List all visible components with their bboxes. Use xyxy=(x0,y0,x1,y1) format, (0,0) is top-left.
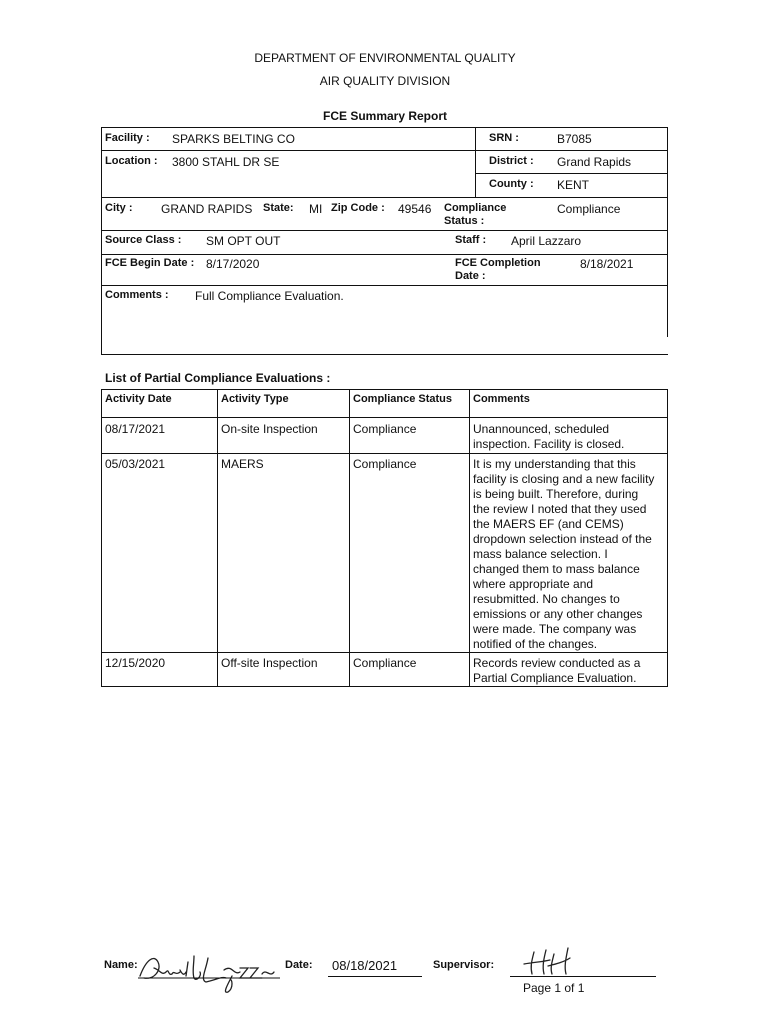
header-compliance-status: Compliance Status xyxy=(353,393,453,405)
page-number: Page 1 of 1 xyxy=(523,981,585,995)
pce-row-1-date: 08/17/2021 xyxy=(105,422,166,436)
comment-line: the review I noted that they used xyxy=(473,502,647,516)
pce-row-2-date: 05/03/2021 xyxy=(105,457,166,471)
comments-label: Comments : xyxy=(105,289,169,301)
comment-line: mass balance selection. I xyxy=(473,547,608,561)
staff-value: April Lazzaro xyxy=(511,234,582,248)
comment-line: is being built. Therefore, during xyxy=(473,487,639,501)
facility-label: Facility : xyxy=(105,132,150,144)
zip-value: 49546 xyxy=(398,202,432,216)
comment-line: were made. The company was xyxy=(473,622,637,636)
pce-table-col-border xyxy=(217,389,218,687)
comment-line: the MAERS EF (and CEMS) xyxy=(473,517,624,531)
comment-line: dropdown selection instead of the xyxy=(473,532,652,546)
pce-table-top-border xyxy=(101,389,668,390)
summary-row-divider xyxy=(475,173,668,174)
source-class-value: SM OPT OUT xyxy=(206,234,281,248)
pce-row-1-type: On-site Inspection xyxy=(221,422,318,436)
summary-top-border xyxy=(101,127,668,128)
header-activity-date: Activity Date xyxy=(105,393,172,405)
summary-right-border xyxy=(667,127,668,337)
fce-completion-value: 8/18/2021 xyxy=(580,257,634,271)
pce-row-3-date: 12/15/2020 xyxy=(105,656,166,670)
summary-row-divider xyxy=(101,197,668,198)
department-title: DEPARTMENT OF ENVIRONMENTAL QUALITY xyxy=(254,51,516,65)
srn-value: B7085 xyxy=(557,132,592,146)
county-label: County : xyxy=(489,178,534,190)
comments-value: Full Compliance Evaluation. xyxy=(195,289,344,303)
pce-row-3-comment xyxy=(473,656,640,686)
supervisor-initials xyxy=(520,944,584,980)
pce-table-col-border xyxy=(349,389,350,687)
pce-table-row-border xyxy=(101,652,668,653)
name-label: Name: xyxy=(104,959,138,971)
fce-begin-value: 8/17/2020 xyxy=(206,257,260,271)
location-label: Location : xyxy=(105,155,158,167)
pce-table-col-border xyxy=(101,389,102,687)
pce-list-title: List of Partial Compliance Evaluations : xyxy=(105,371,331,385)
comment-line: changed them to mass balance xyxy=(473,562,640,576)
division-title: AIR QUALITY DIVISION xyxy=(319,74,451,88)
date-value: 08/18/2021 xyxy=(332,958,398,973)
compliance-status-label-2: Status : xyxy=(444,215,485,227)
summary-bottom-border xyxy=(101,354,668,355)
pce-row-2-type: MAERS xyxy=(221,457,264,471)
comment-line: notified of the changes. xyxy=(473,637,598,651)
compliance-status-label: Compliance xyxy=(444,202,507,214)
facility-value: SPARKS BELTING CO xyxy=(172,132,295,146)
district-value: Grand Rapids xyxy=(557,155,632,169)
location-value: 3800 STAHL DR SE xyxy=(172,155,280,169)
pce-row-1-status: Compliance xyxy=(353,422,417,436)
compliance-status-value: Compliance xyxy=(557,202,621,216)
summary-inner-divider xyxy=(475,127,476,197)
date-label: Date: xyxy=(285,959,313,971)
pce-table-header-border xyxy=(101,417,668,418)
fce-completion-label: FCE Completion xyxy=(455,257,541,269)
state-label: State: xyxy=(263,202,294,214)
pce-row-2-status: Compliance xyxy=(353,457,417,471)
summary-row-divider xyxy=(101,285,668,286)
comment-line: resubmitted. No changes to xyxy=(473,592,620,606)
pce-row-2-comment xyxy=(473,457,654,652)
zip-label: Zip Code : xyxy=(331,202,385,214)
header-comments: Comments xyxy=(473,393,530,405)
pce-row-3-status: Compliance xyxy=(353,656,417,670)
fce-completion-label-2: Date : xyxy=(455,270,486,282)
pce-row-3-type: Off-site Inspection xyxy=(221,656,318,670)
supervisor-underline xyxy=(510,976,656,977)
date-underline xyxy=(328,976,422,977)
summary-left-border xyxy=(101,127,102,355)
summary-row-divider xyxy=(101,254,668,255)
state-value: MI xyxy=(309,202,323,216)
pce-row-1-comment xyxy=(473,422,624,452)
comment-line: emissions or any other changes xyxy=(473,607,643,621)
pce-table-bottom-border xyxy=(101,686,668,687)
pce-table-row-border xyxy=(101,453,668,454)
summary-row-divider xyxy=(101,230,668,231)
fce-begin-label: FCE Begin Date : xyxy=(105,257,195,269)
source-class-label: Source Class : xyxy=(105,234,182,246)
comment-line: It is my understanding that this xyxy=(473,457,636,471)
pce-table-col-border xyxy=(667,389,668,687)
srn-label: SRN : xyxy=(489,132,519,144)
staff-label: Staff : xyxy=(455,234,487,246)
header-activity-type: Activity Type xyxy=(221,393,289,405)
name-signature xyxy=(136,950,282,996)
comment-line: Unannounced, scheduled xyxy=(473,422,610,436)
supervisor-label: Supervisor: xyxy=(433,959,495,971)
comment-line: facility is closing and a new facility xyxy=(473,472,655,486)
city-value: GRAND RAPIDS xyxy=(161,202,253,216)
comment-line: inspection. Facility is closed. xyxy=(473,437,625,451)
comment-line: Partial Compliance Evaluation. xyxy=(473,671,637,685)
comment-line: Records review conducted as a xyxy=(473,656,641,670)
district-label: District : xyxy=(489,155,534,167)
report-title: FCE Summary Report xyxy=(322,109,448,123)
summary-row-divider xyxy=(101,150,668,151)
county-value: KENT xyxy=(557,178,590,192)
pce-table-col-border xyxy=(469,389,470,687)
comment-line: where appropriate and xyxy=(473,577,594,591)
city-label: City : xyxy=(105,202,133,214)
